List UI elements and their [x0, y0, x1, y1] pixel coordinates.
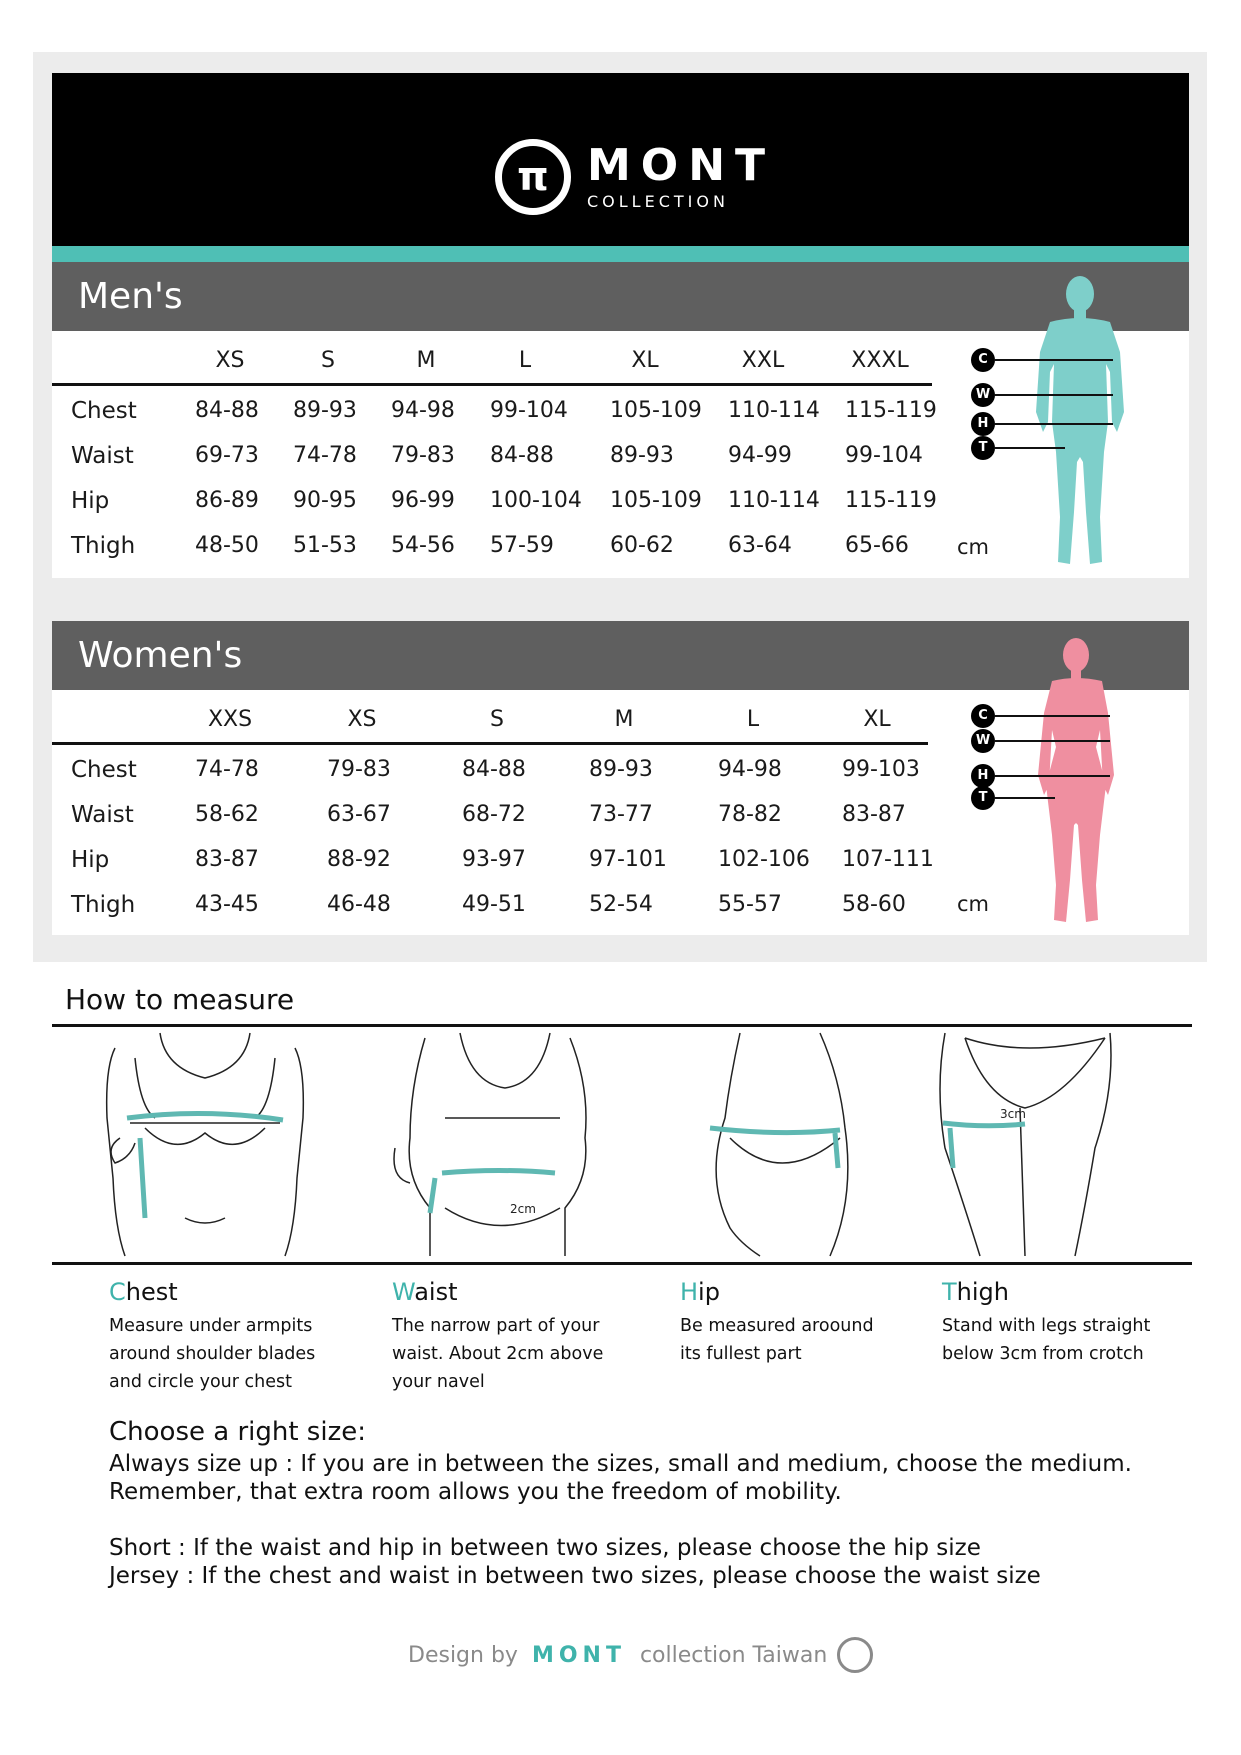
womens-size-cell: 78-82 [718, 802, 782, 827]
thigh-offset-label: 3cm [1000, 1107, 1026, 1121]
womens-size-cell: 43-45 [195, 892, 259, 917]
mens-header-rule [52, 383, 932, 386]
womens-marker-w: W [971, 729, 995, 753]
womens-size-cell: 99-103 [842, 757, 920, 782]
mens-size-cell: 86-89 [195, 488, 259, 513]
womens-size-cell: 107-111 [842, 847, 934, 872]
womens-size-header: XL [863, 707, 891, 732]
choose-line-3: Short : If the waist and hip in between two sizes, please choose the hip size [109, 1535, 981, 1561]
howto-thigh-title: Thigh [942, 1278, 1009, 1306]
mens-size-cell: 69-73 [195, 443, 259, 468]
mens-size-cell: 90-95 [293, 488, 357, 513]
womens-size-cell: 74-78 [195, 757, 259, 782]
womens-marker-h: H [971, 764, 995, 788]
mens-marker-line [995, 359, 1113, 361]
womens-size-cell: 97-101 [589, 847, 667, 872]
logo-symbol: π [517, 154, 549, 200]
womens-marker-line [995, 775, 1110, 777]
womens-size-cell: 93-97 [462, 847, 526, 872]
mens-size-cell: 74-78 [293, 443, 357, 468]
womens-size-cell: 94-98 [718, 757, 782, 782]
howto-thigh [942, 1278, 1212, 1368]
mens-title-bar [52, 262, 1189, 331]
waist-offset-label: 2cm [510, 1202, 536, 1216]
womens-size-cell: 83-87 [195, 847, 259, 872]
mens-size-cell: 51-53 [293, 533, 357, 558]
womens-size-header: M [614, 707, 634, 732]
mens-size-cell: 89-93 [610, 443, 674, 468]
mens-size-cell: 94-98 [391, 398, 455, 423]
chest-measure-illustration [95, 1028, 315, 1258]
womens-marker-line [995, 740, 1110, 742]
how-to-bottom-rule [52, 1262, 1192, 1265]
mens-marker-line [995, 423, 1113, 425]
howto-hip [680, 1278, 940, 1368]
mens-size-cell: 115-119 [845, 398, 937, 423]
male-figure-icon [1020, 272, 1140, 572]
mens-size-header: M [416, 348, 436, 373]
howto-chest-title: Chest [109, 1278, 178, 1306]
mens-size-cell: 110-114 [728, 398, 820, 423]
mens-size-cell: 84-88 [490, 443, 554, 468]
mens-size-header: XXL [741, 348, 785, 373]
mens-size-cell: 65-66 [845, 533, 909, 558]
mens-size-cell: 60-62 [610, 533, 674, 558]
mens-marker-h: H [971, 412, 995, 436]
mens-size-cell: 115-119 [845, 488, 937, 513]
hip-measure-illustration [700, 1028, 880, 1258]
compass-icon [837, 1637, 873, 1673]
logo-word: MONT [587, 139, 776, 191]
choose-line-1: Always size up : If you are in between the sizes, small and medium, choose the medium. [109, 1451, 1132, 1477]
logo-emblem-icon [495, 139, 571, 215]
mens-size-cell: 100-104 [490, 488, 582, 513]
thigh-measure-illustration [925, 1028, 1125, 1258]
womens-row-label: Thigh [71, 892, 136, 918]
mens-size-cell: 57-59 [490, 533, 554, 558]
mens-title: Men's [78, 276, 183, 317]
choose-size-section [109, 1418, 1132, 1590]
how-to-top-rule [52, 1024, 1192, 1027]
womens-row-label: Hip [71, 847, 110, 873]
accent-strip [52, 246, 1189, 262]
logo-wordmark [587, 139, 776, 211]
mens-row-label: Chest [71, 398, 137, 424]
womens-size-cell: 73-77 [589, 802, 653, 827]
womens-size-cell: 49-51 [462, 892, 526, 917]
choose-line-4: Jersey : If the chest and waist in between two sizes, please choose the waist size [109, 1563, 1041, 1589]
womens-size-header: L [746, 707, 760, 732]
mens-marker-line [995, 394, 1113, 396]
mens-row-label: Waist [71, 443, 134, 469]
womens-size-cell: 46-48 [327, 892, 391, 917]
womens-size-cell: 58-60 [842, 892, 906, 917]
female-figure-icon [1020, 635, 1140, 925]
howto-waist [392, 1278, 652, 1396]
mens-size-cell: 99-104 [845, 443, 923, 468]
womens-size-cell: 68-72 [462, 802, 526, 827]
womens-title: Women's [78, 635, 243, 676]
mens-size-header: S [321, 348, 335, 373]
mens-size-header: XS [215, 348, 245, 373]
howto-waist-title: Waist [392, 1278, 458, 1306]
mens-size-header: XXXL [851, 348, 909, 373]
womens-size-cell: 55-57 [718, 892, 782, 917]
mens-size-cell: 110-114 [728, 488, 820, 513]
mens-size-cell: 89-93 [293, 398, 357, 423]
womens-size-header: XXS [207, 707, 253, 732]
howto-waist-desc: The narrow part of your waist. About 2cm above your navel [392, 1316, 604, 1392]
mens-row-label: Thigh [71, 533, 136, 559]
mens-marker-c: C [971, 348, 995, 372]
womens-size-cell: 63-67 [327, 802, 391, 827]
womens-size-cell: 102-106 [718, 847, 810, 872]
mens-size-cell: 94-99 [728, 443, 792, 468]
how-to-title: How to measure [65, 983, 295, 1016]
womens-marker-t: T [971, 786, 995, 810]
mens-marker-line [995, 447, 1065, 449]
womens-unit: cm [957, 892, 990, 916]
waist-measure-illustration [390, 1028, 610, 1258]
womens-size-cell: 52-54 [589, 892, 653, 917]
choose-line-2: Remember, that extra room allows you the freedom of mobility. [109, 1479, 842, 1505]
mens-size-header: L [518, 348, 532, 373]
mens-size-header: XL [631, 348, 659, 373]
footer-prefix: Design by [408, 1642, 518, 1668]
womens-size-header: XS [347, 707, 377, 732]
womens-marker-line [995, 715, 1110, 717]
womens-header-rule [52, 742, 928, 745]
mens-size-cell: 96-99 [391, 488, 455, 513]
mens-size-cell: 84-88 [195, 398, 259, 423]
footer-brand: MONT [531, 1642, 626, 1668]
howto-chest [109, 1278, 369, 1396]
womens-size-cell: 79-83 [327, 757, 391, 782]
footer-credit [408, 1637, 873, 1673]
mens-row-label: Hip [71, 488, 110, 514]
mens-size-cell: 79-83 [391, 443, 455, 468]
howto-thigh-desc: Stand with legs straight below 3cm from crotch [942, 1316, 1151, 1364]
mens-size-cell: 99-104 [490, 398, 568, 423]
footer-suffix: collection Taiwan [639, 1642, 828, 1668]
womens-title-bar [52, 621, 1189, 690]
womens-marker-line [995, 797, 1055, 799]
mens-size-cell: 105-109 [610, 398, 702, 423]
womens-marker-c: C [971, 704, 995, 728]
howto-chest-desc: Measure under armpits around shoulder blades and circle your chest [109, 1316, 316, 1392]
mens-size-cell: 54-56 [391, 533, 455, 558]
womens-size-cell: 83-87 [842, 802, 906, 827]
womens-row-label: Chest [71, 757, 137, 783]
womens-size-cell: 58-62 [195, 802, 259, 827]
choose-title: Choose a right size: [109, 1417, 366, 1447]
mens-marker-t: T [971, 436, 995, 460]
womens-size-cell: 84-88 [462, 757, 526, 782]
mens-marker-w: W [971, 383, 995, 407]
mens-size-cell: 105-109 [610, 488, 702, 513]
womens-size-header: S [490, 707, 504, 732]
womens-size-cell: 88-92 [327, 847, 391, 872]
howto-hip-desc: Be measured aroound its fullest part [680, 1316, 874, 1364]
womens-size-cell: 89-93 [589, 757, 653, 782]
mens-size-cell: 48-50 [195, 533, 259, 558]
mont-logo [495, 139, 775, 215]
mens-size-cell: 63-64 [728, 533, 792, 558]
howto-hip-title: Hip [680, 1278, 720, 1306]
logo-sub: COLLECTION [587, 191, 729, 211]
mens-unit: cm [957, 535, 990, 559]
womens-row-label: Waist [71, 802, 134, 828]
